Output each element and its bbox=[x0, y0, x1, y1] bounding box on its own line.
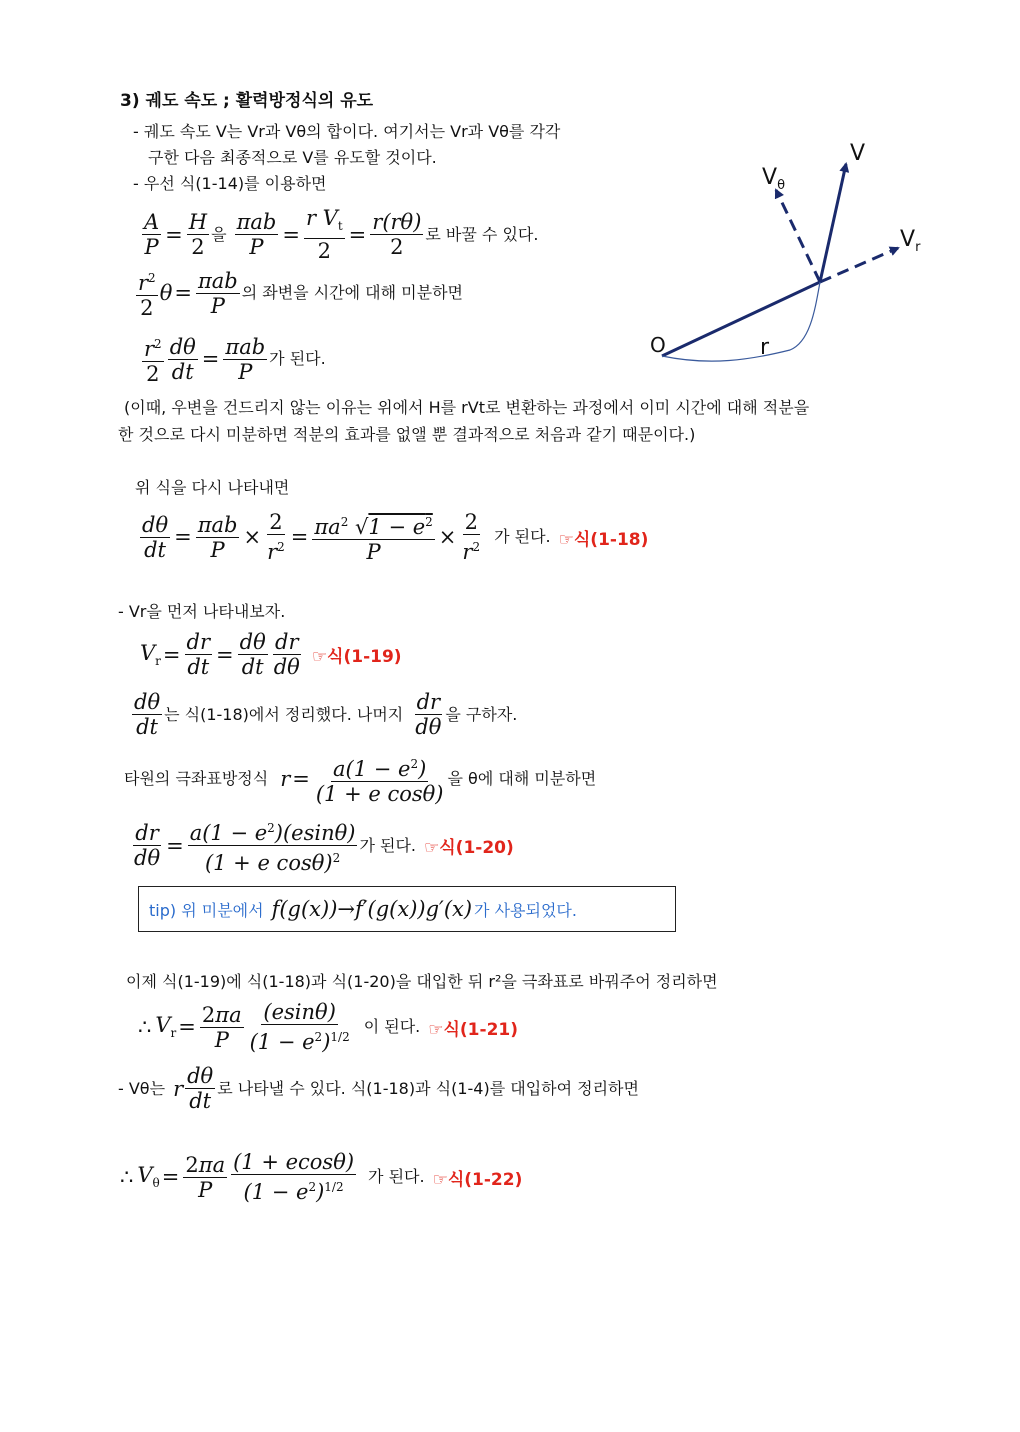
radial-velocity-arrow bbox=[820, 248, 898, 282]
eq2-tail: 의 좌변을 시간에 대해 미분하면 bbox=[241, 283, 463, 302]
section-heading: 3) 궤도 속도 ; 활력방정식의 유도 bbox=[120, 91, 374, 111]
label-v: V bbox=[850, 141, 866, 166]
dtheta-line: $\frac{d\theta}{dt}$ 는 식(1-18)에서 정리했다. 나머지 $\frac{dr}{d\theta}$ 을 구하자. bbox=[134, 690, 518, 739]
intro-line-2: 구한 다음 최종적으로 V를 유도할 것이다. bbox=[148, 148, 437, 167]
vtheta-head: - Vθ는 bbox=[118, 1078, 166, 1098]
tangential-velocity-arrow bbox=[776, 190, 820, 282]
equation-derivative: $\frac{r^2}{2}$ $\frac{d\theta}{dt}$ = $\frac{\text{πab}}{P}$ 가 된다. bbox=[140, 332, 326, 386]
tip-formula: f(g(x))→f′(g(x))g′(x) bbox=[271, 897, 473, 921]
equation-r2-theta: $\frac{r^2}{2}$ θ = $\frac{\text{πab}}{P}$ 의 좌변을 시간에 대해 미분하면 bbox=[134, 266, 463, 320]
eq20-tail: 가 된다. bbox=[359, 835, 417, 855]
polar-head: 타원의 극좌표방정식 bbox=[124, 769, 269, 788]
eq1-tail: 로 바꿀 수 있다. bbox=[425, 224, 539, 244]
tip-prefix: tip) 위 미분에서 bbox=[149, 900, 264, 920]
vtheta-line: - Vθ는 r $\frac{d\theta}{dt}$ 로 나타낼 수 있다. 식(1-18)과 식(1-4)를 대입하여 정리하면 bbox=[118, 1064, 639, 1113]
dtheta-mid: 는 식(1-18)에서 정리했다. 나머지 bbox=[164, 704, 404, 724]
intro-line-1: - 궤도 속도 V는 Vr과 Vθ의 합이다. 여기서는 Vr과 Vθ를 각각 bbox=[133, 122, 561, 141]
intro-line-3: - 우선 식(1-14)를 이용하면 bbox=[133, 174, 327, 193]
restate-line: 위 식을 다시 나타내면 bbox=[135, 478, 290, 497]
polar-equation-line: 타원의 극좌표방정식 r = $\frac{a(1 - e^2)}{\text{(1 + e cosθ)}}$ 을 θ에 대해 미분하면 bbox=[124, 752, 596, 806]
velocity-diagram bbox=[640, 130, 940, 370]
equation-1-21: ∴ $V_r$ = $\frac{2\pi a}{P}$ $\frac{(esin\theta)}{(1 - e^2)^{1/2}}$ 이 된다. ☞식(1-21) bbox=[138, 1000, 518, 1054]
eq21-tail: 이 된다. bbox=[363, 1017, 421, 1036]
ref-1-20: ☞식(1-20) bbox=[424, 838, 514, 858]
label-vr: $V_r$ bbox=[900, 227, 921, 255]
vtheta-tail: 로 나타낼 수 있다. 식(1-18)과 식(1-4)를 대입하여 정리하면 bbox=[217, 1078, 639, 1098]
equation-1-22: ∴ $V_\theta$ = $\frac{2\pi a}{P}$ $\frac{(1 + ecos\theta)}{(1 - e^2)^{1/2}}$ 가 된다. ☞식(1-22) bbox=[120, 1150, 523, 1204]
equation-1-19: $V_r$ = $\frac{dr}{dt}$ = $\frac{d\theta}{dt}$ $\frac{dr}{d\theta}$ ☞식(1-19) bbox=[140, 630, 402, 679]
equation-1-20: $\frac{dr}{d\theta}$ = $\frac{a(1 - e^2)(esin\theta)}{(1 + e \cos\theta)^2}$ 가 된다. ☞식(1-20) bbox=[130, 816, 514, 875]
vr-intro: - Vr을 먼저 나타내보자. bbox=[118, 602, 286, 621]
eq18-tail: 가 된다. bbox=[494, 527, 551, 546]
polar-tail: 을 θ에 대해 미분하면 bbox=[447, 769, 597, 788]
dtheta-tail: 을 구하자. bbox=[445, 704, 518, 724]
ref-1-21: ☞식(1-21) bbox=[428, 1019, 518, 1040]
velocity-arrow bbox=[820, 164, 846, 282]
note-line-2: 한 것으로 다시 미분하면 적분의 효과를 없앨 뿐 결과적으로 처음과 같기 때문이다.) bbox=[118, 425, 696, 444]
ref-1-22: ☞식(1-22) bbox=[432, 1169, 523, 1190]
eq3-tail: 가 된다. bbox=[269, 349, 326, 368]
label-r: r bbox=[760, 335, 770, 360]
ref-1-19: ☞식(1-19) bbox=[311, 647, 402, 667]
tip-suffix: 가 사용되었다. bbox=[474, 900, 577, 920]
note-line-1: (이때, 우변을 건드리지 않는 이유는 위에서 H를 rVt로 변환하는 과정에서 이미 시간에 대해 적분을 bbox=[124, 398, 810, 417]
eq22-tail: 가 된다. bbox=[368, 1167, 425, 1186]
ref-1-18: ☞식(1-18) bbox=[558, 529, 649, 550]
label-origin: O bbox=[650, 333, 666, 357]
label-vtheta: $V_\theta$ bbox=[762, 165, 786, 193]
substitution-line: 이제 식(1-19)에 식(1-18)과 식(1-20)을 대입한 뒤 r²을 극좌표로 바꿔주어 정리하면 bbox=[126, 972, 718, 991]
tip-box bbox=[138, 886, 676, 932]
equation-1-18: $\frac{d\theta}{dt}$ = $\frac{\text{πab}}{P}$ × $\frac{2}{r^2}$ = $\frac{\pi a^2 √1 - e^2}{P}$ × $\frac{2}{r^2}$ 가 된다. ☞식(1-18) bbox=[142, 510, 649, 564]
equation-area-ratio: $\frac{A}{P}$ = $\frac{H}{2}$ 을 $\frac{\text{πab}}{P}$ = $\frac{r V_t}{2}$ = $\frac{r(r\theta)}{2}$ 로 바꿀 수 있다. bbox=[144, 206, 539, 264]
radius-line bbox=[662, 282, 820, 356]
